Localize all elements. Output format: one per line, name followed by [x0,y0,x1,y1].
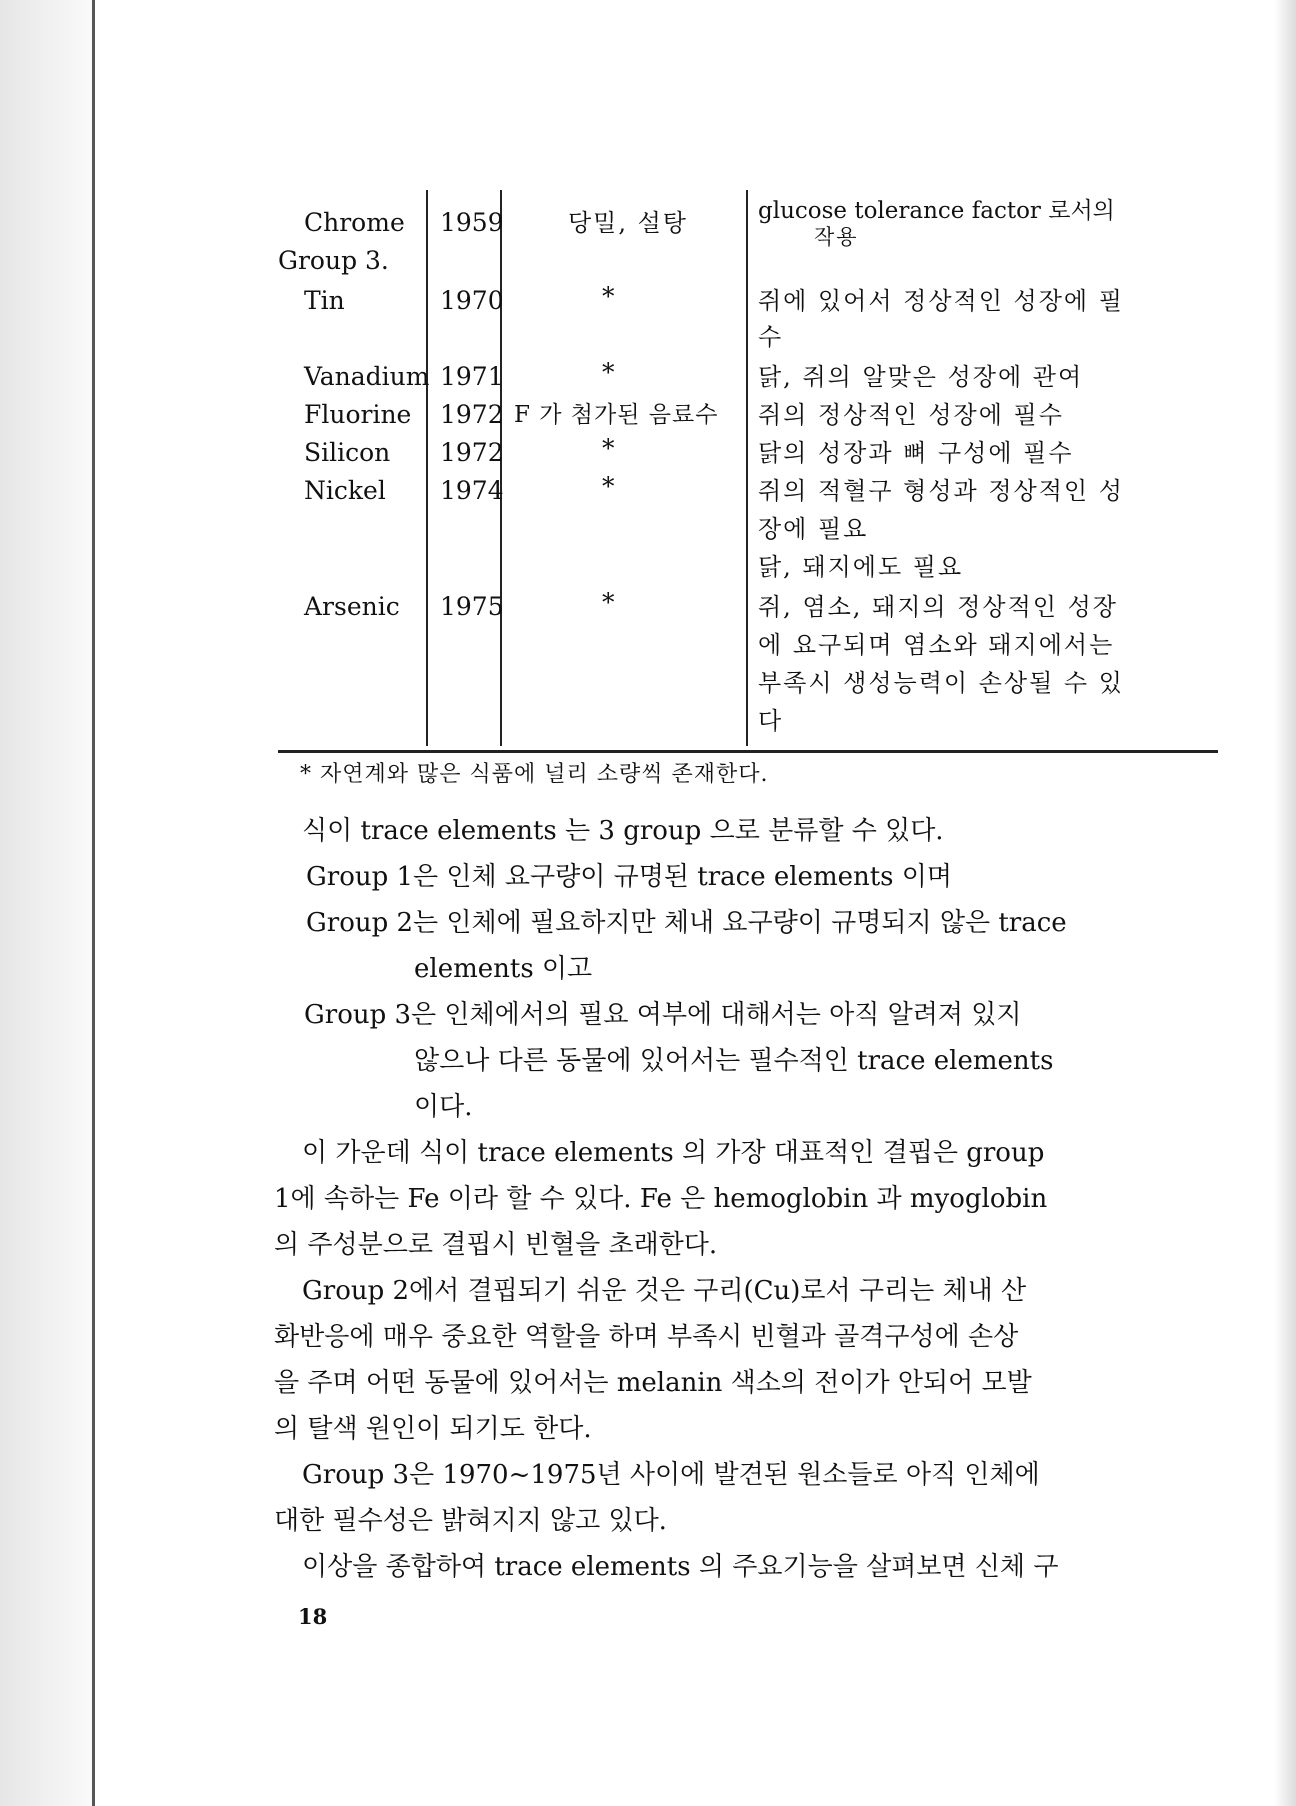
table-cell-source: * [602,358,615,387]
table-cell-effect: glucose tolerance factor 로서의 [758,198,1115,224]
table-cell-source: * [602,472,615,501]
page-number: 18 [298,1604,328,1629]
body-line: Group 3은 인체에서의 필요 여부에 대해서는 아직 알려져 있지 [304,1000,1022,1030]
table-cell-effect: 닭, 쥐의 알맞은 성장에 관여 [758,363,1084,391]
table-cell-year: 1971 [440,362,504,391]
table-rule-3 [746,190,748,746]
body-line: 대한 필수성은 밝혀지지 않고 있다. [274,1506,667,1536]
table-cell-effect: 다 [758,707,784,735]
body-line: 의 탈색 원인이 되기도 한다. [274,1414,592,1444]
table-cell-effect: 쥐에 있어서 정상적인 성장에 필 [758,287,1124,315]
page-right-shadow [1274,0,1296,1806]
body-line: 을 주며 어떤 동물에 있어서는 melanin 색소의 전이가 안되어 모발 [274,1368,1032,1398]
body-line: elements 이고 [414,954,593,984]
table-cell-effect: 부족시 생성능력이 손상될 수 있 [758,669,1124,697]
table-cell-effect: 쥐, 염소, 돼지의 정상적인 성장 [758,593,1118,621]
table-cell-element: Nickel [304,476,386,505]
table-cell-year: 1959 [440,208,504,237]
table-cell-effect: 쥐의 정상적인 성장에 필수 [758,401,1064,429]
table-cell-effect: 에 요구되며 염소와 돼지에서는 [758,631,1115,659]
table-cell-effect: 닭, 돼지에도 필요 [758,553,964,581]
table-footnote: * 자연계와 많은 식품에 널리 소량씩 존재한다. [300,762,769,787]
table-cell-element: Arsenic [304,592,400,621]
table-cell-year: 1970 [440,286,504,315]
table-cell-element: Tin [304,286,345,315]
table-cell-effect: 장에 필요 [758,515,869,543]
body-line: 화반응에 매우 중요한 역할을 하며 부족시 빈혈과 골격구성에 손상 [274,1322,1019,1352]
body-line: 이 가운데 식이 trace elements 의 가장 대표적인 결핍은 group [302,1138,1045,1168]
body-line: Group 2는 인체에 필요하지만 체내 요구량이 규명되지 않은 trace [306,908,1067,938]
table-cell-source: * [602,282,615,311]
table-bottom-rule [278,750,1218,753]
table-rule-2 [500,190,502,746]
body-line: 식이 trace elements 는 3 group 으로 분류할 수 있다. [302,816,944,846]
book-spine-shadow [0,0,94,1806]
table-cell-year: 1972 [440,438,504,467]
body-line: 1에 속하는 Fe 이라 할 수 있다. Fe 은 hemoglobin 과 myoglobin [274,1184,1048,1214]
body-line: 이다. [414,1092,473,1122]
table-cell-source: * [602,588,615,617]
body-line: Group 2에서 결핍되기 쉬운 것은 구리(Cu)로서 구리는 체내 산 [302,1276,1027,1306]
table-cell-effect: 수 [758,323,784,351]
table-cell-source: 당밀, 설탕 [568,209,688,237]
table-cell-source: F 가 첨가된 음료수 [514,402,719,428]
table-cell-element: Fluorine [304,400,412,429]
table-cell-year: 1972 [440,400,504,429]
table-cell-year: 1975 [440,592,504,621]
document-page [96,0,1274,1806]
table-cell-element: Chrome [304,208,405,237]
body-line: 의 주성분으로 결핍시 빈혈을 초래한다. [274,1230,718,1260]
table-cell-effect: 닭의 성장과 뼈 구성에 필수 [758,439,1074,467]
table-cell-effect: 쥐의 적혈구 형성과 정상적인 성 [758,477,1124,505]
table-cell-element: Silicon [304,438,391,467]
body-line: 않으나 다른 동물에 있어서는 필수적인 trace elements [414,1046,1054,1076]
body-line: Group 3은 1970~1975년 사이에 발견된 원소들로 아직 인체에 [302,1460,1040,1490]
body-line: Group 1은 인체 요구량이 규명된 trace elements 이며 [306,862,953,892]
table-cell-year: 1974 [440,476,504,505]
body-line: 이상을 종합하여 trace elements 의 주요기능을 살펴보면 신체 구 [302,1552,1059,1582]
table-rule-1 [426,190,428,746]
table-cell-source: * [602,434,615,463]
table-cell-effect: 작용 [814,225,859,249]
page-edge-line [92,0,95,1806]
table-cell-element: Vanadium [304,362,430,391]
table-group-label: Group 3. [278,246,389,275]
